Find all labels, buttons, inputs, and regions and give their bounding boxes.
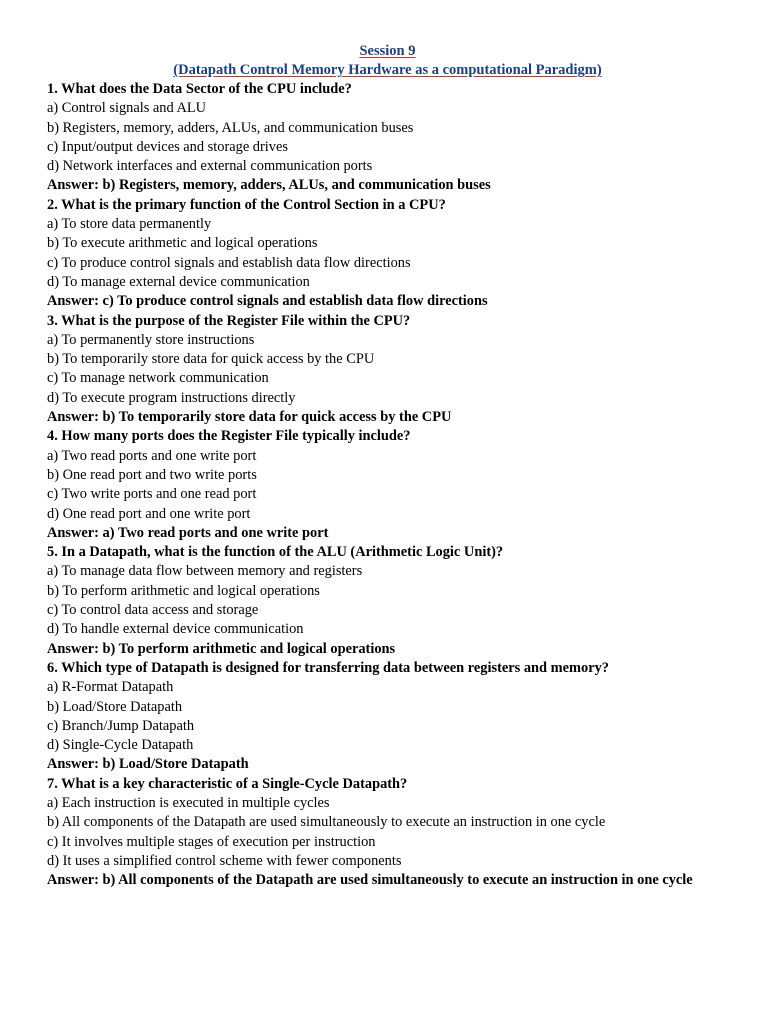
option-c: c) Branch/Jump Datapath	[47, 717, 195, 734]
option-a: a) To store data permanently	[47, 216, 212, 233]
option-d: d) Network interfaces and external communication ports	[47, 158, 373, 175]
option-c: c) To manage network communication	[47, 370, 269, 387]
option-d: d) Single-Cycle Datapath	[47, 737, 194, 754]
option-b: b) To perform arithmetic and logical operations	[47, 582, 320, 599]
option-b: b) To temporarily store data for quick access by the CPU	[47, 351, 375, 368]
answer-text: Answer: b) To perform arithmetic and logical operations	[47, 640, 396, 657]
session-subtitle: (Datapath Control Memory Hardware as a computational Paradigm)	[173, 62, 602, 78]
question-text: 2. What is the primary function of the Control Section in a CPU?	[47, 196, 446, 213]
option-a: a) To permanently store instructions	[47, 331, 255, 348]
question-text: 1. What does the Data Sector of the CPU include?	[47, 81, 352, 97]
option-d: d) One read port and one write port	[47, 505, 251, 522]
option-b: b) To execute arithmetic and logical operations	[47, 235, 318, 252]
option-c: c) It involves multiple stages of execution per instruction	[47, 833, 376, 850]
question-block-4	[47, 427, 728, 543]
answer-text: Answer: b) All components of the Datapath are used simultaneously to execute an instruction in one cycle	[47, 872, 693, 889]
option-c: c) To produce control signals and establish data flow directions	[47, 254, 411, 271]
option-a: a) R-Format Datapath	[47, 679, 174, 696]
answer-text: Answer: b) To temporarily store data for quick access by the CPU	[47, 409, 452, 426]
option-c: c) To control data access and storage	[47, 602, 259, 619]
option-b: b) Registers, memory, adders, ALUs, and communication buses	[47, 119, 414, 136]
option-d: d) To manage external device communication	[47, 273, 310, 290]
question-block-3	[47, 312, 728, 428]
answer-text: Answer: b) Registers, memory, adders, ALUs, and communication buses	[47, 177, 491, 194]
question-block-1	[47, 80, 728, 196]
question-block-2	[47, 196, 728, 312]
answer-text: Answer: b) Load/Store Datapath	[47, 756, 249, 773]
option-b: b) Load/Store Datapath	[47, 698, 183, 715]
option-a: a) Control signals and ALU	[47, 100, 207, 117]
option-c: c) Input/output devices and storage drives	[47, 138, 288, 155]
option-d: d) It uses a simplified control scheme with fewer components	[47, 852, 402, 869]
question-text: 7. What is a key characteristic of a Single-Cycle Datapath?	[47, 775, 408, 792]
session-title: Session 9	[359, 43, 416, 59]
question-block-7	[47, 775, 728, 891]
option-c: c) Two write ports and one read port	[47, 486, 257, 503]
question-block-6	[47, 659, 728, 775]
option-b: b) All components of the Datapath are used simultaneously to execute an instruction in one cycle	[47, 814, 606, 831]
option-a: a) Each instruction is executed in multiple cycles	[47, 794, 330, 811]
option-d: d) To handle external device communication	[47, 621, 304, 638]
answer-text: Answer: a) Two read ports and one write port	[47, 524, 329, 541]
question-block-5	[47, 543, 728, 659]
question-text: 5. In a Datapath, what is the function of the ALU (Arithmetic Logic Unit)?	[47, 544, 504, 561]
option-b: b) One read port and two write ports	[47, 466, 257, 483]
question-text: 3. What is the purpose of the Register File within the CPU?	[47, 312, 411, 329]
option-d: d) To execute program instructions directly	[47, 389, 296, 406]
option-a: a) Two read ports and one write port	[47, 447, 257, 464]
question-text: 4. How many ports does the Register File typically include?	[47, 428, 411, 445]
question-text: 6. Which type of Datapath is designed for transferring data between registers and memory?	[47, 659, 609, 676]
option-a: a) To manage data flow between memory and registers	[47, 563, 363, 580]
answer-text: Answer: c) To produce control signals and establish data flow directions	[47, 293, 488, 310]
